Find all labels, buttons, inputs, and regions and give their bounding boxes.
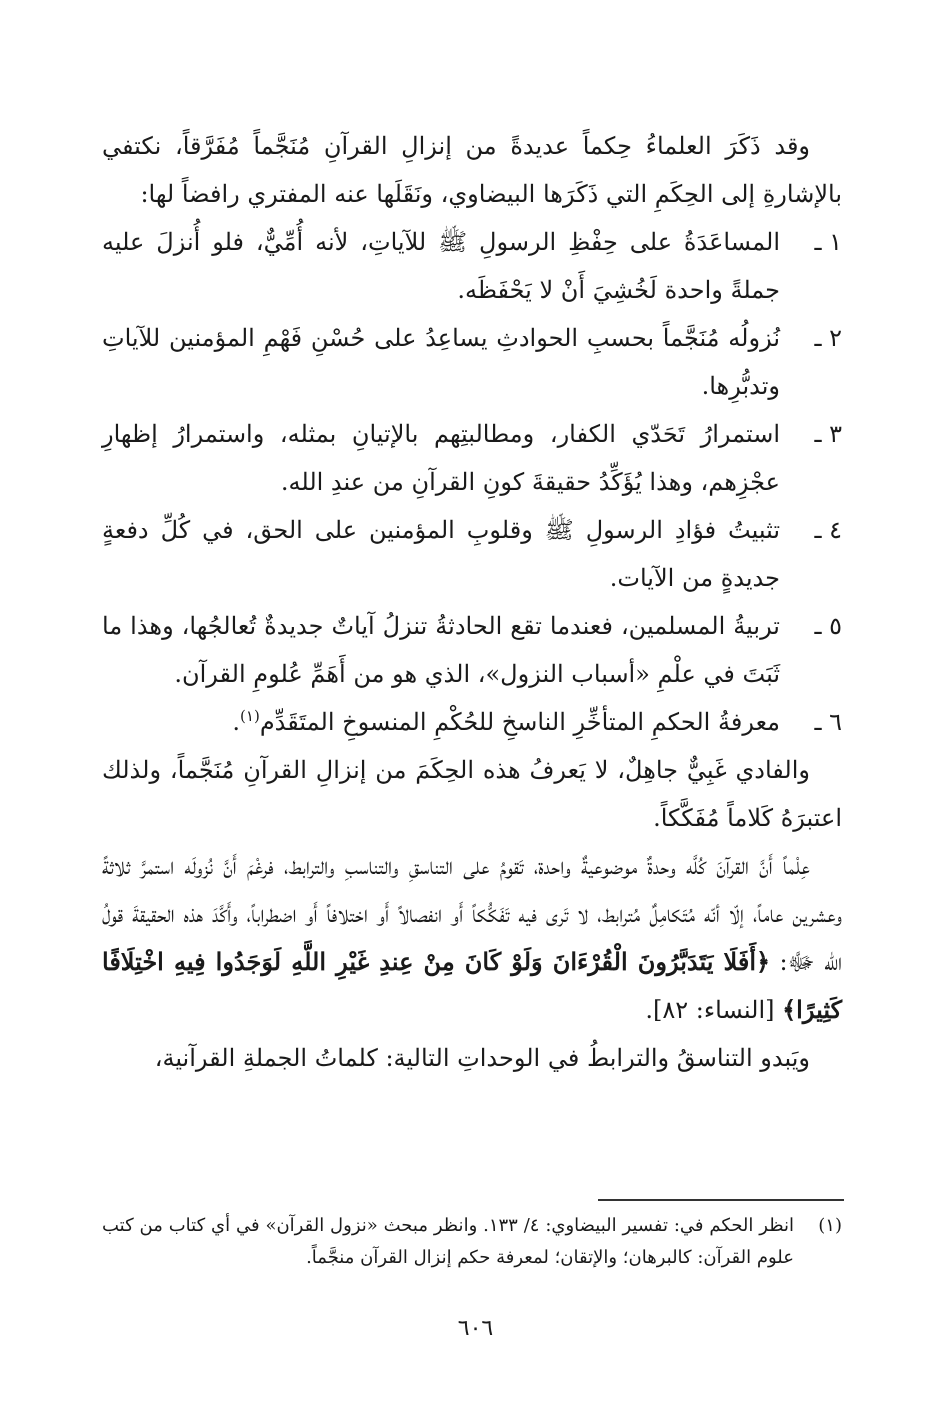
list-item-number: ٦ ـ (814, 708, 842, 736)
list-item-text: المساعَدَةُ على حِفْظِ الرسولِ ﷺ للآياتِ، لأنه أُمِّيٌّ، فلو أُنزلَ عليه جملةً واحدة لَخُشِيَ أَنْ لا يَحْفَظَه. (102, 228, 780, 304)
intro-paragraph: وقد ذَكَرَ العلماءُ حِكماً عديدةً من إنزالِ القرآنِ مُنَجَّماً مُفَرَّقاً، نكتفي بالإشارةِ إلى الحِكَمِ التي ذَكَرَها البيضاوي، ونَقَلَها عنه المفتري رافضاً لها: (102, 132, 842, 208)
list-item (102, 218, 842, 314)
footnote-number: (١) (818, 1215, 842, 1236)
unity-paragraph (102, 842, 842, 1034)
page-number: ٦٠٦ (457, 1316, 494, 1341)
footnote-text: انظر الحكم في: تفسير البيضاوي: ٤/ ١٣٣. وانظر مبحث «نزول القرآن» في أي كتاب من كتب علوم القرآن: كالبرهان؛ والإتقان؛ لمعرفة حكم إنزال القرآن منجَّماً. (102, 1215, 794, 1268)
fadi-paragraph: والفادي غَبِيٌّ جاهِلٌ، لا يَعرفُ هذه الحِكَمَ من إنزالِ القرآنِ مُنَجَّماً، ولذلك اعتبرَهُ كَلاماً مُفَكَّكاً. (102, 756, 842, 832)
list-item (102, 506, 842, 602)
list-item (102, 410, 842, 506)
list-item-text: معرفةُ الحكمِ المتأخِّرِ الناسخِ للحُكْمِ المنسوخِ المتَقَدِّم (259, 708, 780, 736)
list-item (102, 698, 842, 746)
list-item-number: ٥ ـ (814, 612, 842, 640)
main-text (102, 122, 842, 1082)
list-item-text: تربيةُ المسلمين، فعندما تقع الحادثةُ تنزلُ آياتٌ جديدةٌ تُعالجُها، وهذا ما ثَبَتَ في علْمِ «أسباب النزول»، الذي هو من أَهَمِّ عُلومِ القرآن. (102, 612, 780, 688)
list-item-number: ٢ ـ (814, 324, 842, 352)
footnote (102, 1210, 842, 1274)
unity-paragraph-text: عِلْماً أَنَّ القرآنَ كُلَّه وحدةٌ موضوعيةٌ واحدة، تَقومُ على التناسقِ والتناسبِ والترابط، فرغْمَ أَنَّ نُزولَه استمرَّ ثلاثةً وعشرين عاماً، إلّا أنّه مُتَكامِلٌ مُترابط، لا تَرى فيه تَفَكُّكاً أَو انفصالاً أَو اختلافاً أَو اضطراباً، وأَكَّدَ هذه الحقيقةَ قولُ الله ﷻ: (102, 852, 842, 976)
footnote-marker: (١) (240, 707, 260, 725)
quran-verse: ﴿أَفَلَا يَتَدَبَّرُونَ الْقُرْءَانَ وَلَوْ كَانَ مِنْ عِندِ غَيْرِ اللَّهِ لَوَجَدُوا فِيهِ اخْتِلَافًا كَثِيرًا﴾ (102, 947, 842, 1024)
footnote-row (102, 1210, 842, 1274)
list-item (102, 602, 842, 698)
list-item-text-wrap (102, 698, 780, 746)
footnote-separator (598, 1199, 844, 1201)
last-paragraph: ويَبدو التناسقُ والترابطُ في الوحداتِ التالية: كلماتُ الجملةِ القرآنية، (154, 1044, 810, 1072)
list-item-text: استمرارُ تَحَدّي الكفار، ومطالبتِهم بالإتيانِ بمثله، واستمرارُ إظهارِ عجْزِهم، وهذا يُؤَكِّدُ حقيقةَ كونِ القرآنِ من عندِ الله. (102, 420, 780, 496)
list-item-tail: . (232, 708, 241, 736)
list-item-text: نُزولُه مُنَجَّماً بحسبِ الحوادثِ يساعِدُ على حُسْنِ فَهْمِ المؤمنين للآياتِ وتدبُّرِها. (102, 324, 780, 400)
list-item-number: ١ ـ (814, 228, 842, 256)
list-item-text: تثبيتُ فؤادِ الرسولِ ﷺ وقلوبِ المؤمنين على الحق، في كُلِّ دفعةٍ جديدةٍ من الآيات. (102, 516, 780, 592)
list-item (102, 314, 842, 410)
list-item-number: ٤ ـ (814, 516, 842, 544)
verse-reference: [النساء: ٨٢]. (645, 996, 783, 1024)
list-item-number: ٣ ـ (814, 420, 842, 448)
wisdoms-list (102, 218, 842, 746)
